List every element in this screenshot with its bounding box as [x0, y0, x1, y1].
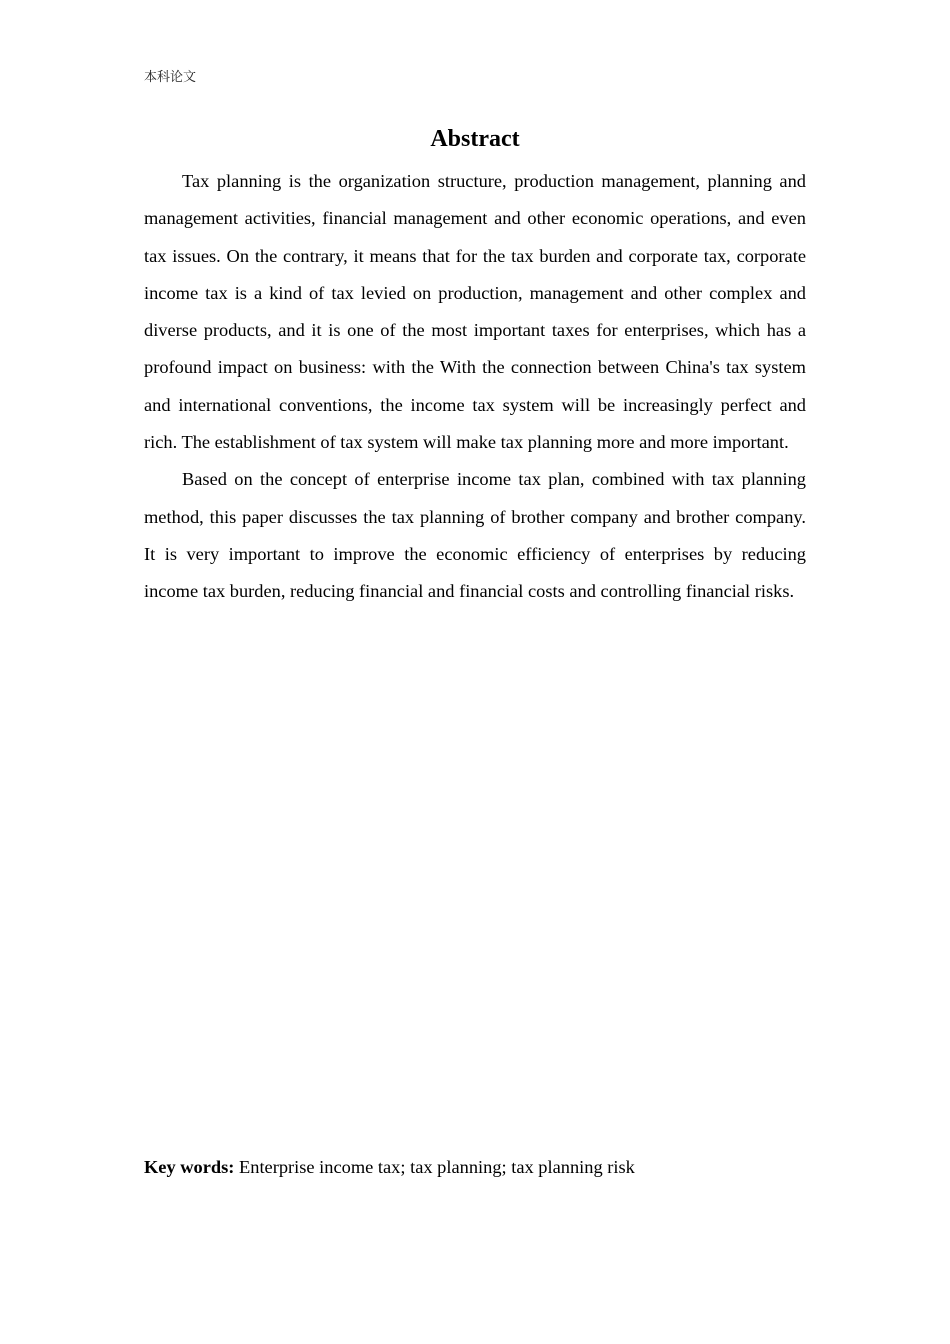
- abstract-body: [144, 163, 806, 611]
- keywords-value: Enterprise income tax; tax planning; tax planning risk: [239, 1157, 635, 1177]
- abstract-title: Abstract: [430, 126, 520, 152]
- keywords-label: Key words:: [144, 1157, 240, 1177]
- keywords-line: [144, 1154, 635, 1180]
- running-header: 本科论文: [144, 70, 197, 85]
- abstract-paragraph-1: Tax planning is the organization structure, production management, planning and management activities, financial management and other economic operations, and even tax issues. On the contrary, it means that for the tax burden and corporate tax, corporate income tax is a kind of tax levied on production, management and other complex and diverse products, and it is one of the most important taxes for enterprises, which has a profound impact on business: with the With the connection between China's tax system and international conventions, the income tax system will be increasingly perfect and rich. The establishment of tax system will make tax planning more and more important.: [144, 171, 806, 453]
- abstract-paragraph-2: Based on the concept of enterprise income tax plan, combined with tax planning method, this paper discusses the tax planning of brother company and brother company. It is very important to improve the economic efficiency of enterprises by reducing income tax burden, reducing financial and financial costs and controlling financial risks.: [144, 469, 806, 602]
